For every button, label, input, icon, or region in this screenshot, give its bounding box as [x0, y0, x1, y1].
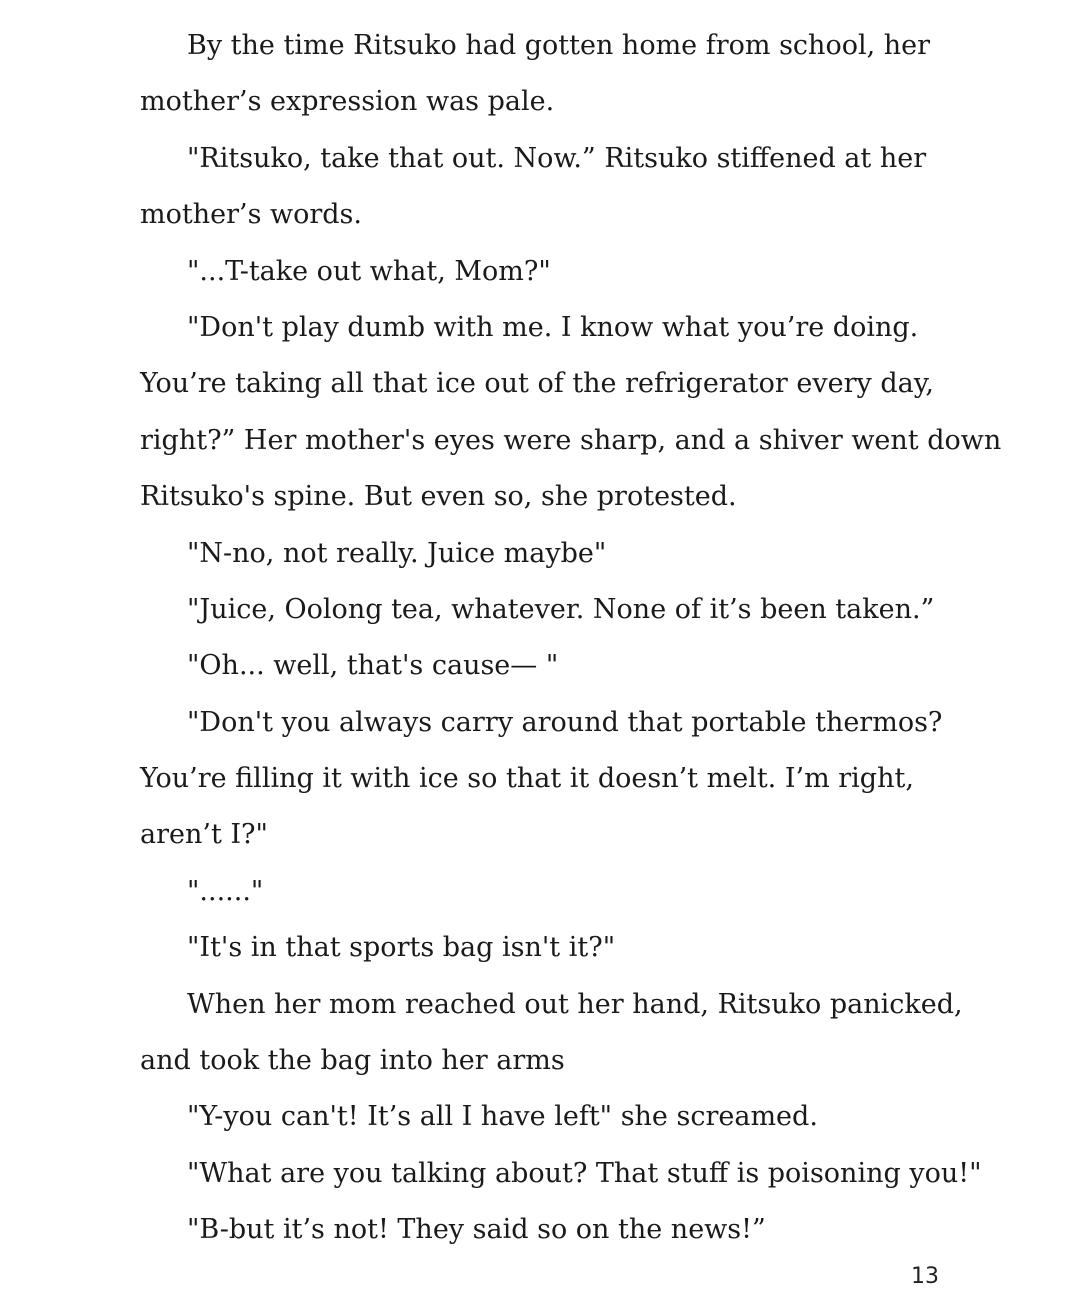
- text-line: mother’s words.: [140, 199, 362, 231]
- text-line: When her mom reached out her hand, Ritsuko panicked,: [187, 988, 963, 1020]
- text-line: "It's in that sports bag isn't it?": [187, 932, 616, 964]
- page-body: [140, 18, 1002, 1259]
- text-line: Ritsuko's spine. But even so, she protested.: [140, 481, 737, 513]
- text-line: right?” Her mother's eyes were sharp, and a shiver went down: [140, 424, 1002, 456]
- text-line: "Ritsuko, take that out. Now.” Ritsuko stiffened at her: [187, 142, 927, 174]
- text-line: "Don't you always carry around that portable thermos?: [187, 706, 943, 738]
- text-line: "Y-you can't! It’s all I have left" she screamed.: [187, 1101, 818, 1133]
- text-line: "Don't play dumb with me. I know what you’re doing.: [187, 311, 919, 343]
- text-line: You’re taking all that ice out of the refrigerator every day,: [140, 368, 934, 400]
- text-line: aren’t I?": [140, 819, 268, 851]
- text-line: "Juice, Oolong tea, whatever. None of it’s been taken.”: [187, 593, 935, 625]
- text-line: You’re filling it with ice so that it doesn’t melt. I’m right,: [140, 763, 914, 795]
- text-line: "......": [187, 875, 264, 907]
- text-line: "N-no, not really. Juice maybe": [187, 537, 607, 569]
- text-line: "What are you talking about? That stuff is poisoning you!": [187, 1157, 982, 1189]
- page-number: 13: [911, 1264, 939, 1289]
- text-line: mother’s expression was pale.: [140, 86, 555, 118]
- text-line: "Oh... well, that's cause— ": [187, 650, 559, 682]
- text-line: and took the bag into her arms: [140, 1045, 565, 1077]
- text-line: "B-but it’s not! They said so on the news!”: [187, 1214, 766, 1246]
- text-line: By the time Ritsuko had gotten home from school, her: [187, 30, 931, 61]
- text-line: "...T-take out what, Mom?": [187, 255, 551, 287]
